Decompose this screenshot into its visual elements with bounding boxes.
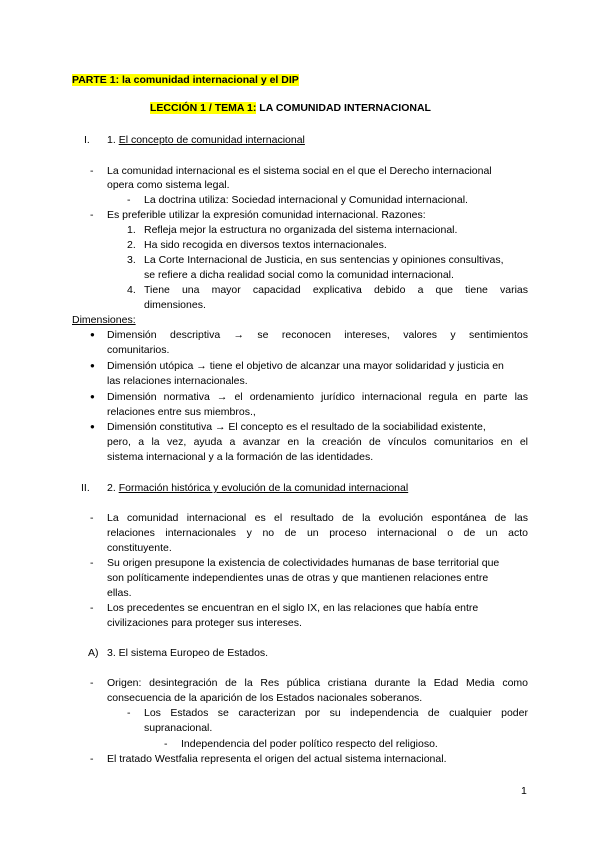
paragraph-line: Su origen presupone la existencia de colectividades humanas de base territorial que [107,557,500,569]
list-item: Tiene una mayor capacidad explicativa debido a que tiene varias [144,284,528,296]
paragraph-line: Dimensión descriptiva → se reconocen intereses, valores y sentimientos [107,329,528,341]
paragraph-line: constituyente. [107,542,172,554]
bullet-dot: ● [90,392,95,401]
paragraph-line: Los Estados se caracterizan por su independencia de cualquier poder [144,707,528,719]
list-number: 1. [127,224,136,236]
paragraph-line: sistema internacional y a la formación de las identidades. [107,451,374,463]
list-item: Refleja mejor la estructura no organizada del sistema internacional. [144,224,458,236]
list-number: 3. [127,254,136,266]
paragraph-line: relaciones entre sus miembros., [107,406,256,418]
part-title: PARTE 1: la comunidad internacional y el DIP [72,74,299,86]
paragraph-line: Es preferible utilizar la expresión comunidad internacional. Razones: [107,209,426,221]
dash-bullet: - [90,677,94,689]
list-number: 4. [127,284,136,296]
dash-bullet: - [127,707,131,719]
paragraph-line: relaciones internacionales y no de un proceso internacional o de un acto [107,527,528,539]
paragraph-line: Los precedentes se encuentran en el siglo IX, en las relaciones que había entre [107,602,479,614]
dash-bullet: - [127,194,131,206]
section-heading: 2. Formación histórica y evolución de la comunidad internacional [107,482,409,494]
section-numeral: I. [84,134,90,146]
section-heading: 3. El sistema Europeo de Estados. [107,647,269,659]
dash-bullet: - [90,753,94,765]
paragraph-line: civilizaciones para proteger sus intereses. [107,617,302,629]
dash-bullet: - [90,165,94,177]
list-item: Ha sido recogida en diversos textos internacionales. [144,239,387,251]
paragraph-line: comunitarios. [107,344,170,356]
paragraph-line: las relaciones internacionales. [107,375,248,387]
dimensions-heading: Dimensiones: [72,314,136,326]
dash-bullet: - [164,738,168,750]
paragraph-line: Independencia del poder político respecto del religioso. [181,738,438,750]
list-item: dimensiones. [144,299,206,311]
paragraph-line: Dimensión utópica → tiene el objetivo de alcanzar una mayor solidaridad y justicia en [107,360,504,372]
list-item: se refiere a dicha realidad social como la comunidad internacional. [144,269,454,281]
paragraph-line: supranacional. [144,722,213,734]
paragraph-line: son políticamente independientes unas de otras y que mantienen relaciones entre [107,572,489,584]
section-numeral: II. [81,482,90,494]
paragraph-line: opera como sistema legal. [107,179,230,191]
paragraph-line: La doctrina utiliza: Sociedad internacional y Comunidad internacional. [144,194,468,206]
paragraph-line: El tratado Westfalia representa el origen del actual sistema internacional. [107,753,447,765]
list-item: La Corte Internacional de Justicia, en sus sentencias y opiniones consultivas, [144,254,504,266]
paragraph-line: Origen: desintegración de la Res pública cristiana durante la Edad Media como [107,677,528,689]
paragraph-line: Dimensión normativa → el ordenamiento jurídico internacional regula en parte las [107,391,528,403]
paragraph-line: consecuencia de la aparición de los Estados nacionales soberanos. [107,692,423,704]
paragraph-line: Dimensión constitutiva → El concepto es el resultado de la sociabilidad existente, [107,421,486,433]
bullet-dot: ● [90,361,95,370]
dash-bullet: - [90,512,94,524]
paragraph-line: pero, a la vez, ayuda a avanzar en la creación de vínculos comunitarios en el [107,436,528,448]
page-number: 1 [521,785,527,797]
bullet-dot: ● [90,422,95,431]
dash-bullet: - [90,602,94,614]
section-heading: 1. El concepto de comunidad internacional [107,134,305,146]
dash-bullet: - [90,557,94,569]
paragraph-line: ellas. [107,587,132,599]
lesson-title: LECCIÓN 1 / TEMA 1: LA COMUNIDAD INTERNACIONAL [150,102,431,114]
section-label: A) [88,647,99,659]
bullet-dot: ● [90,330,95,339]
paragraph-line: La comunidad internacional es el resultado de la evolución espontánea de las [107,512,528,524]
list-number: 2. [127,239,136,251]
dash-bullet: - [90,209,94,221]
paragraph-line: La comunidad internacional es el sistema social en el que el Derecho internacional [107,165,492,177]
